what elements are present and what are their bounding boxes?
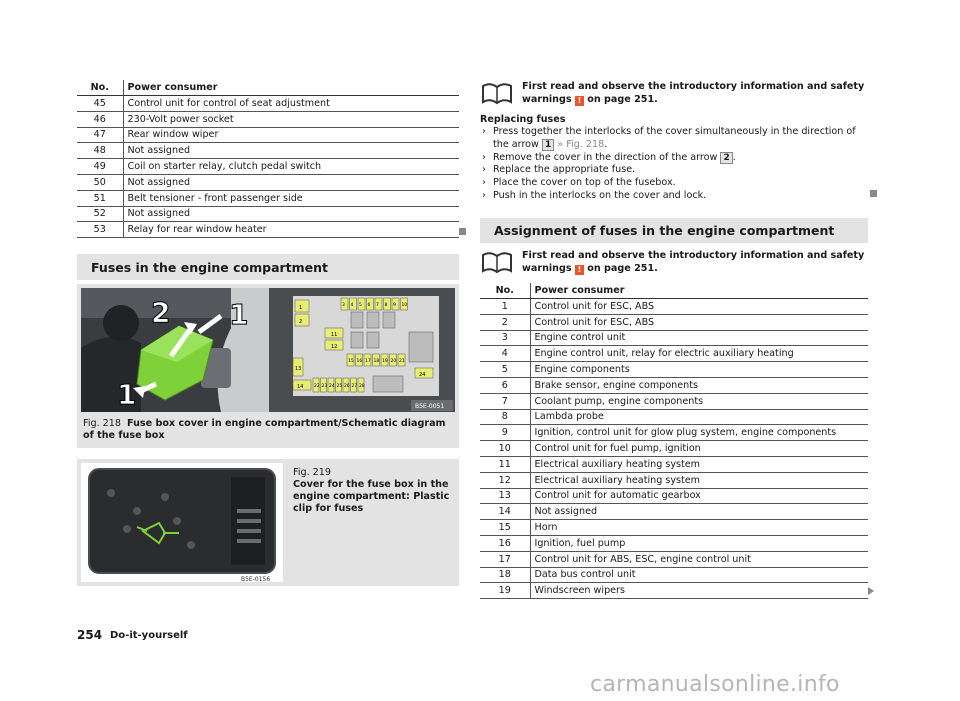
fuse-number: 49 <box>77 159 123 175</box>
callout-2: 2 <box>151 296 171 329</box>
table-body <box>480 299 868 599</box>
figure-label: Fig. 219 <box>293 467 331 478</box>
table-row <box>77 127 459 143</box>
fuse-slot-label: 20 <box>390 359 397 364</box>
svg-text:24: 24 <box>419 372 426 378</box>
power-consumer: Engine control unit <box>530 330 868 346</box>
continued-arrow-icon <box>868 587 874 595</box>
figure-title: Fuse box cover in engine compartment/Schematic diagram of the fuse box <box>83 418 446 441</box>
table-row <box>480 472 868 488</box>
fuse-number: 14 <box>480 504 530 520</box>
fuse-number: 11 <box>480 456 530 472</box>
fuse-number: 2 <box>480 314 530 330</box>
fuse-slot-label: 18 <box>373 359 380 364</box>
svg-text:1: 1 <box>299 305 303 311</box>
fuse-slot-label: 9 <box>393 303 396 308</box>
power-consumer: Brake sensor, engine components <box>530 377 868 393</box>
table-row <box>77 206 459 222</box>
safety-note <box>480 80 868 106</box>
section-heading-assignment-of-fuses: Assignment of fuses in the engine compartment <box>480 218 868 243</box>
power-consumer: Coil on starter relay, clutch pedal switch <box>123 159 459 175</box>
table-row <box>480 425 868 441</box>
table-row <box>480 583 868 599</box>
note-text: First read and observe the introductory information and safety warnings ! on page 251. <box>522 81 865 105</box>
fuse-slot-label: 27 <box>351 384 358 389</box>
replacement-steps <box>480 126 870 203</box>
power-consumer: Relay for rear window heater <box>123 222 459 238</box>
power-consumer: Lambda probe <box>530 409 868 425</box>
fuse-slot-label: 17 <box>365 359 371 364</box>
page-section-title: Do-it-yourself <box>110 630 188 641</box>
power-consumer: Horn <box>530 520 868 536</box>
power-consumer: Control unit for automatic gearbox <box>530 488 868 504</box>
fuse-slot-label: 8 <box>384 303 388 308</box>
figure-title: Cover for the fuse box in the engine compartment: Plastic clip for fuses <box>293 479 450 514</box>
table-row <box>480 441 868 457</box>
callout-1: 1 <box>542 139 554 151</box>
table-row <box>77 159 459 175</box>
table-row <box>480 314 868 330</box>
fuse-slot-label: 26 <box>344 384 350 389</box>
power-consumer: Windscreen wipers <box>530 583 868 599</box>
fuse-slot-label: 6 <box>367 303 371 308</box>
callout-1-bottom: 1 <box>117 378 137 411</box>
callout-1-top: 1 <box>229 298 249 331</box>
callout-2: 2 <box>720 152 732 164</box>
engine-compartment-photo <box>81 288 269 412</box>
fuse-number: 13 <box>480 488 530 504</box>
note-text: First read and observe the introductory information and safety warnings ! on page 251. <box>522 250 865 274</box>
section-heading-fuses-engine-compartment: Fuses in the engine compartment <box>77 254 459 280</box>
step-1: › Press together the interlocks of the cover simultaneously in the direction of the arrow 1 » Fig. 218. <box>482 126 856 150</box>
figure-218 <box>77 284 459 448</box>
fuse-number: 51 <box>77 190 123 206</box>
table-row <box>480 535 868 551</box>
step-2: › Remove the cover in the direction of the arrow 2 . <box>482 151 736 163</box>
power-consumer: Control unit for fuel pump, ignition <box>530 441 868 457</box>
svg-text:14: 14 <box>297 384 304 390</box>
fuse-slot-label: 10 <box>401 303 408 308</box>
fuse-slot-label: 4 <box>350 303 354 308</box>
schematic-middle-fuses <box>347 354 405 366</box>
fuse-number: 12 <box>480 472 530 488</box>
fuse-number: 15 <box>480 520 530 536</box>
fuse-slot-label: 21 <box>399 359 405 364</box>
fuse-slot-label: 22 <box>314 384 320 389</box>
warning-icon: ! <box>575 96 584 106</box>
power-consumer: Electrical auxiliary heating system <box>530 472 868 488</box>
fuse-number: 6 <box>480 377 530 393</box>
fuse-number: 16 <box>480 535 530 551</box>
open-book-icon <box>480 80 514 106</box>
svg-text:11: 11 <box>331 332 338 338</box>
table-row <box>480 362 868 378</box>
table-row <box>480 393 868 409</box>
table-row <box>77 222 459 238</box>
power-consumer: Data bus control unit <box>530 567 868 583</box>
svg-text:13: 13 <box>295 366 302 372</box>
fuse-number: 47 <box>77 127 123 143</box>
svg-text:2: 2 <box>299 319 303 325</box>
table-row <box>480 551 868 567</box>
warning-icon: ! <box>575 265 584 275</box>
fuse-number: 52 <box>77 206 123 222</box>
fuse-slot-label: 16 <box>356 359 363 364</box>
power-consumer: 230-Volt power socket <box>123 111 459 127</box>
schematic-code: B5E-0051 <box>415 403 445 410</box>
power-consumer: Ignition, control unit for glow plug system, engine components <box>530 425 868 441</box>
column-header-no: No. <box>480 283 530 299</box>
power-consumer: Not assigned <box>123 206 459 222</box>
table-row <box>77 96 459 112</box>
power-consumer: Control unit for ESC, ABS <box>530 314 868 330</box>
fuse-table-engine-compartment <box>480 283 868 599</box>
watermark: carmanualsonline.info <box>590 672 840 697</box>
fuse-slot-label: 28 <box>359 384 365 389</box>
fuse-slot-label: 5 <box>359 303 362 308</box>
table-row <box>480 299 868 315</box>
section-end-marker <box>459 228 466 235</box>
power-consumer: Not assigned <box>123 174 459 190</box>
fuse-number: 53 <box>77 222 123 238</box>
table-row <box>480 504 868 520</box>
table-row <box>480 567 868 583</box>
fuse-number: 48 <box>77 143 123 159</box>
photo-code: B5E-0156 <box>241 576 271 582</box>
power-consumer: Control unit for ESC, ABS <box>530 299 868 315</box>
figure-reference-link[interactable]: » Fig. 218 <box>557 138 605 150</box>
figure-219-caption <box>293 467 455 515</box>
page-number: 254 <box>77 628 103 642</box>
table-row <box>480 488 868 504</box>
table-row <box>77 111 459 127</box>
fuse-table-interior-continued <box>77 80 459 238</box>
power-consumer: Not assigned <box>530 504 868 520</box>
table-row <box>77 174 459 190</box>
power-consumer: Coolant pump, engine components <box>530 393 868 409</box>
table-header-row <box>480 283 868 299</box>
figure-218-caption <box>83 418 455 442</box>
power-consumer: Ignition, fuel pump <box>530 535 868 551</box>
power-consumer: Engine components <box>530 362 868 378</box>
open-book-icon <box>480 249 514 275</box>
figure-label: Fig. 218 <box>83 418 121 429</box>
fuse-number: 10 <box>480 441 530 457</box>
step-3: › Replace the appropriate fuse. <box>482 164 636 176</box>
power-consumer: Belt tensioner - front passenger side <box>123 190 459 206</box>
step-4: › Place the cover on top of the fusebox. <box>482 177 676 189</box>
fuse-number: 46 <box>77 111 123 127</box>
power-consumer: Control unit for ABS, ESC, engine control unit <box>530 551 868 567</box>
table-row <box>480 520 868 536</box>
replacing-fuses-heading: Replacing fuses <box>480 114 566 125</box>
fuse-slot-label: 23 <box>321 384 328 389</box>
safety-note <box>480 249 868 275</box>
fuse-slot-label: 7 <box>376 303 379 308</box>
fuse-number: 19 <box>480 583 530 599</box>
table-row <box>480 456 868 472</box>
table-row <box>480 330 868 346</box>
table-row <box>480 409 868 425</box>
fuse-number: 50 <box>77 174 123 190</box>
fuse-number: 17 <box>480 551 530 567</box>
table-row <box>77 143 459 159</box>
fuse-number: 8 <box>480 409 530 425</box>
fuse-box-cover-photo <box>81 463 283 582</box>
figure-219 <box>77 459 459 586</box>
fuse-number: 9 <box>480 425 530 441</box>
table-row <box>77 190 459 206</box>
power-consumer: Electrical auxiliary heating system <box>530 456 868 472</box>
fuse-box-schematic <box>269 288 455 412</box>
fuse-number: 45 <box>77 96 123 112</box>
fuse-number: 4 <box>480 346 530 362</box>
fuse-number: 18 <box>480 567 530 583</box>
table-row <box>480 377 868 393</box>
power-consumer: Not assigned <box>123 143 459 159</box>
fuse-number: 7 <box>480 393 530 409</box>
fuse-number: 1 <box>480 299 530 315</box>
fuse-slot-label: 19 <box>382 359 388 364</box>
table-row <box>480 346 868 362</box>
table-header-row <box>77 80 459 96</box>
fuse-number: 5 <box>480 362 530 378</box>
column-header-no: No. <box>77 80 123 96</box>
fuse-slot-label: 25 <box>336 384 343 389</box>
power-consumer: Rear window wiper <box>123 127 459 143</box>
fuse-number: 3 <box>480 330 530 346</box>
power-consumer: Control unit for control of seat adjustment <box>123 96 459 112</box>
fuse-slot-label: 3 <box>342 303 345 308</box>
column-header-power-consumer: Power consumer <box>530 283 868 299</box>
svg-text:12: 12 <box>331 344 338 350</box>
step-5: › Push in the interlocks on the cover and lock. <box>482 189 707 201</box>
fuse-slot-label: 24 <box>329 384 335 389</box>
fuse-slot-label: 15 <box>348 359 354 364</box>
column-header-power-consumer: Power consumer <box>123 80 459 96</box>
section-end-marker <box>870 190 877 197</box>
table-body <box>77 96 459 238</box>
power-consumer: Engine control unit, relay for electric auxiliary heating <box>530 346 868 362</box>
